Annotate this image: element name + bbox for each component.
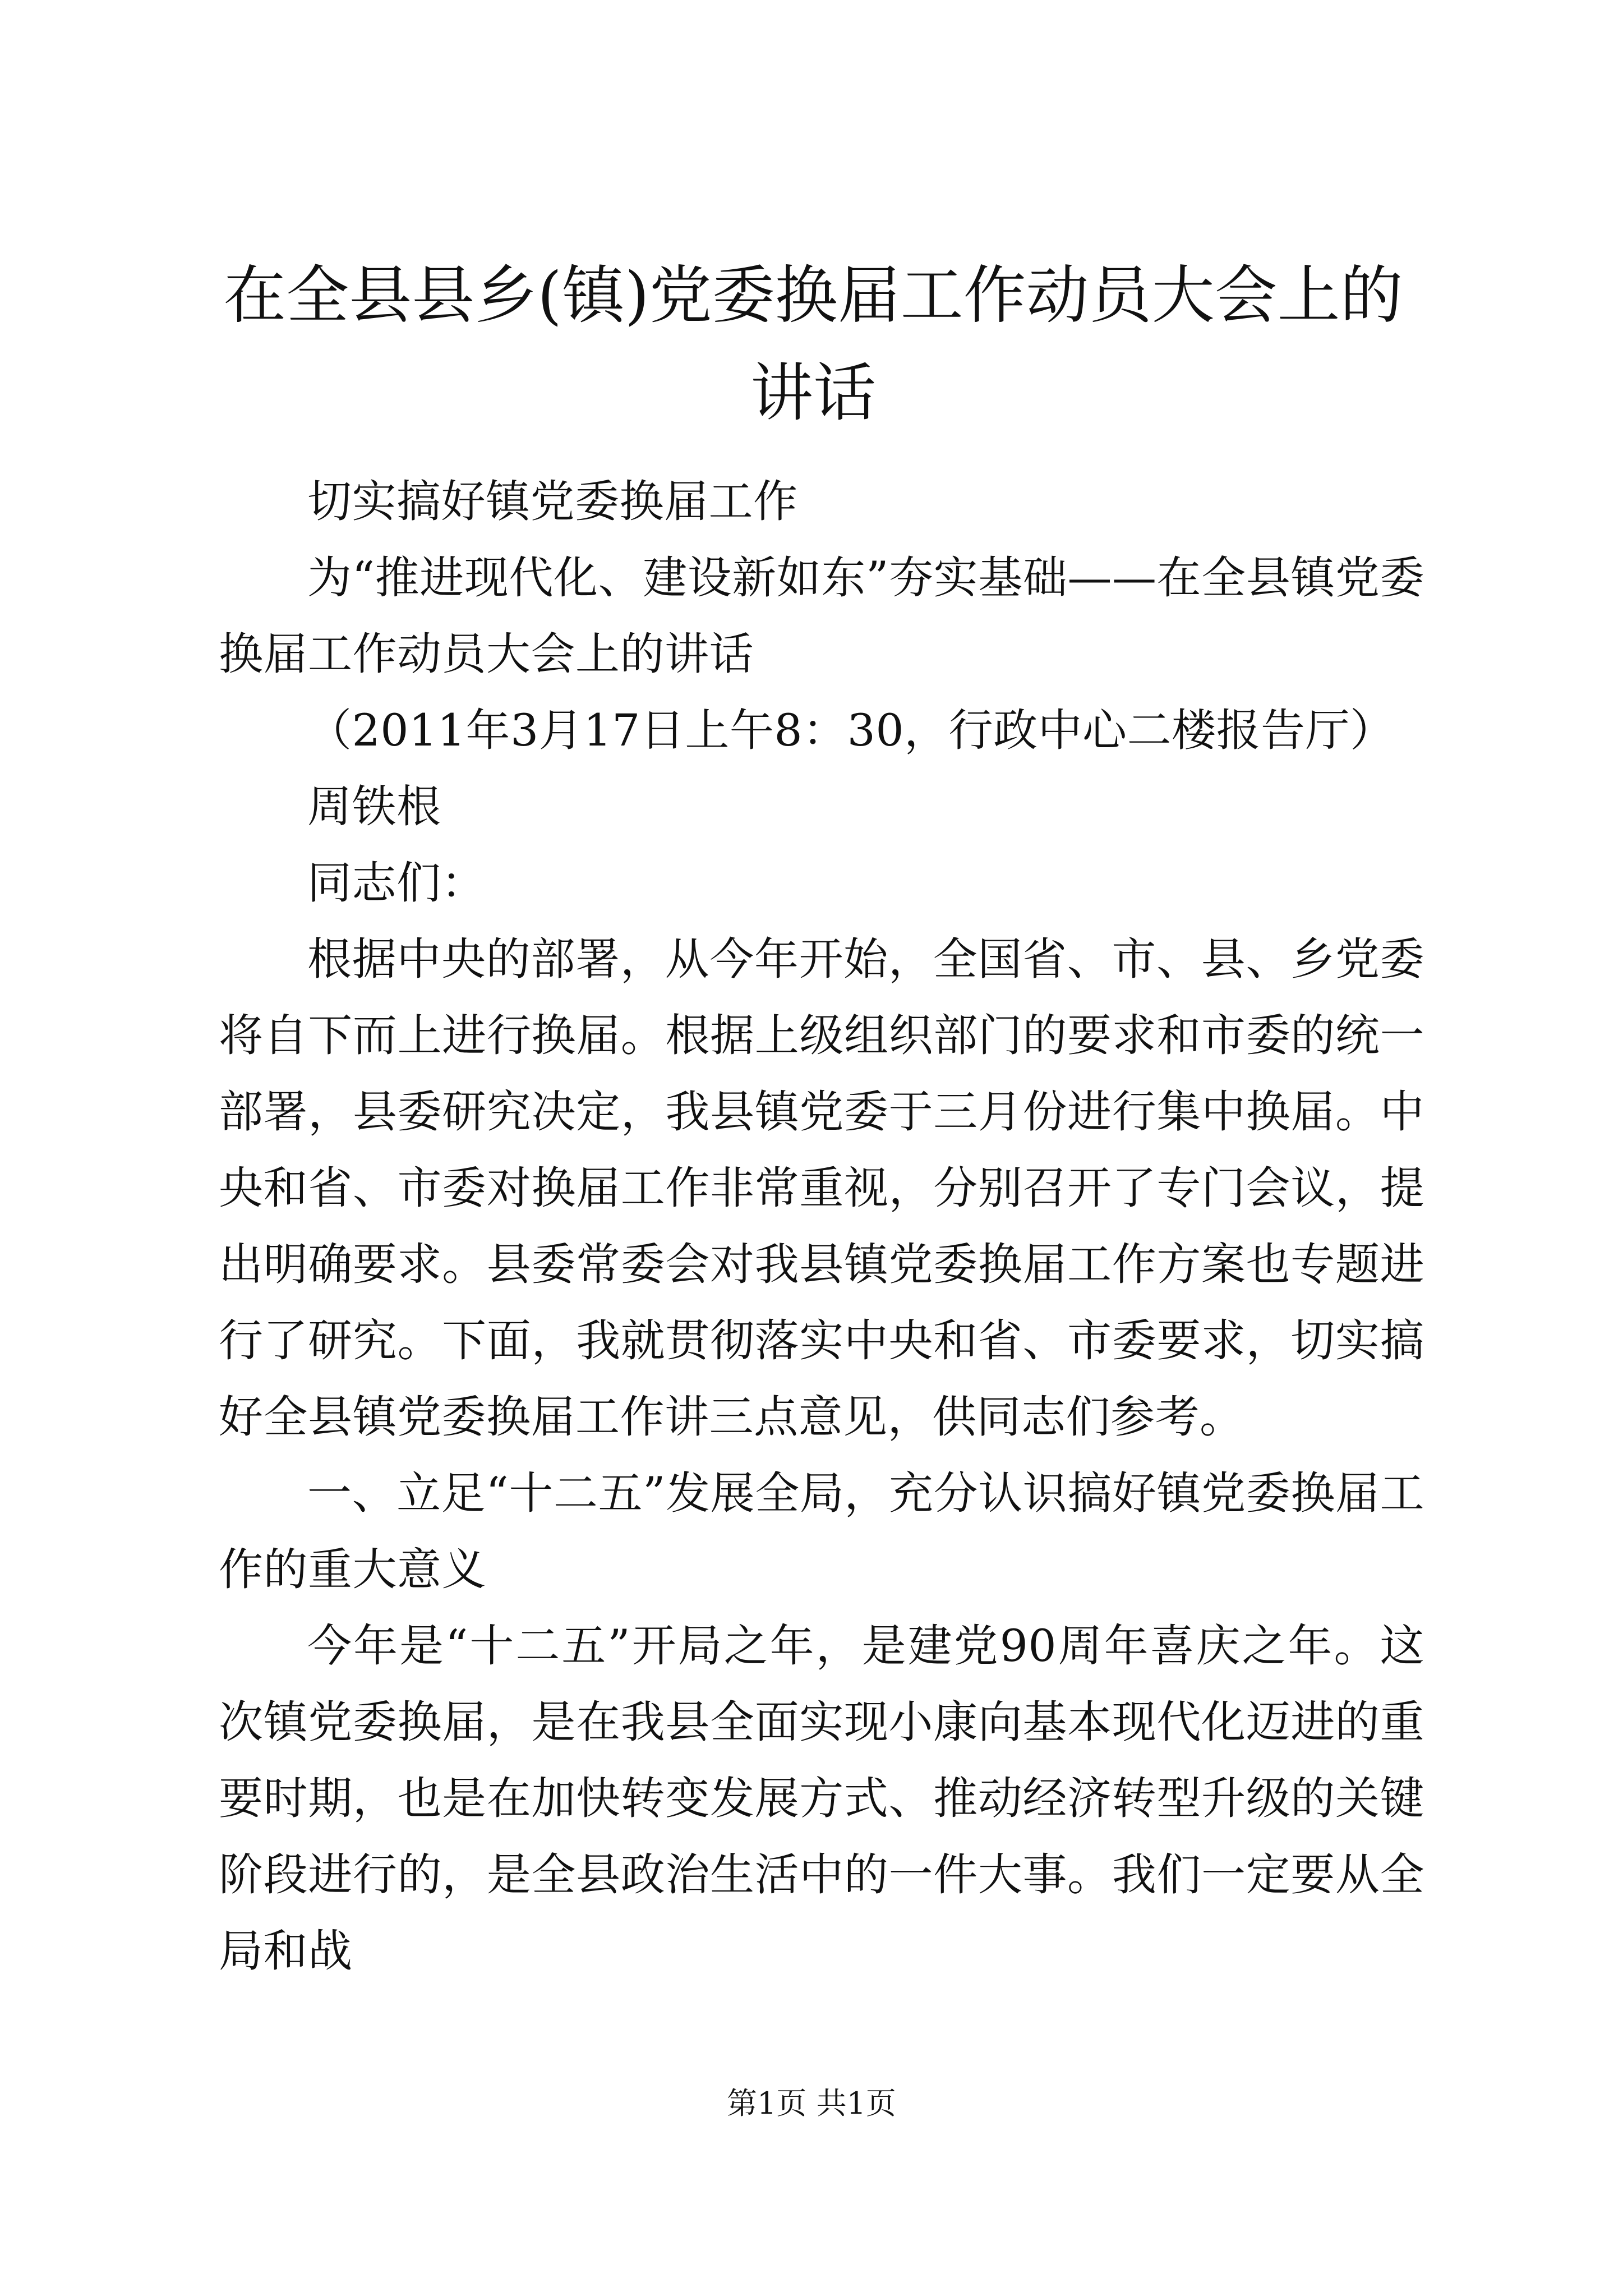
- document-title: 在全县县乡(镇)党委换届工作动员大会上的讲话: [223, 259, 1403, 430]
- paragraph-subtitle: 切实搞好镇党委换届工作: [307, 476, 798, 527]
- paragraph-section-heading: 一、立足“十二五”发展全局，充分认识搞好镇党委换届工作的重大意义: [219, 1467, 1424, 1595]
- paragraph-body: 今年是“十二五”开局之年，是建党90周年喜庆之年。这次镇党委换届，是在我县全面实现小康向基本现代化迈进的重要时期，也是在加快转变发展方式、推动经济转型升级的关键阶段进行的，是全县政治生活中的一件大事。我们一定要从全局和战: [219, 1620, 1424, 1977]
- paragraph-heading: 为“推进现代化、建设新如东”夯实基础——在全县镇党委换届工作动员大会上的讲话: [219, 552, 1424, 680]
- paragraph-speaker: 周铁根: [307, 781, 441, 832]
- page-footer: 第1页 共1页: [727, 2086, 896, 2121]
- paragraph-date-venue: （2011年3月17日上午8：30，行政中心二楼报告厅）: [307, 705, 1395, 756]
- paragraph-body: 根据中央的部署，从今年开始，全国省、市、县、乡党委将自下而上进行换届。根据上级组织部门的要求和市委的统一部署，县委研究决定，我县镇党委于三月份进行集中换届。中央和省、市委对换届工作非常重视，分别召开了专门会议，提出明确要求。县委常委会对我县镇党委换届工作方案也专题进行了研究。下面，我就贯彻落实中央和省、市委要求，切实搞好全县镇党委换届工作讲三点意见，供同志们参考。: [219, 933, 1424, 1443]
- document-body: [219, 463, 1424, 1989]
- paragraph-salutation: 同志们：: [307, 857, 486, 909]
